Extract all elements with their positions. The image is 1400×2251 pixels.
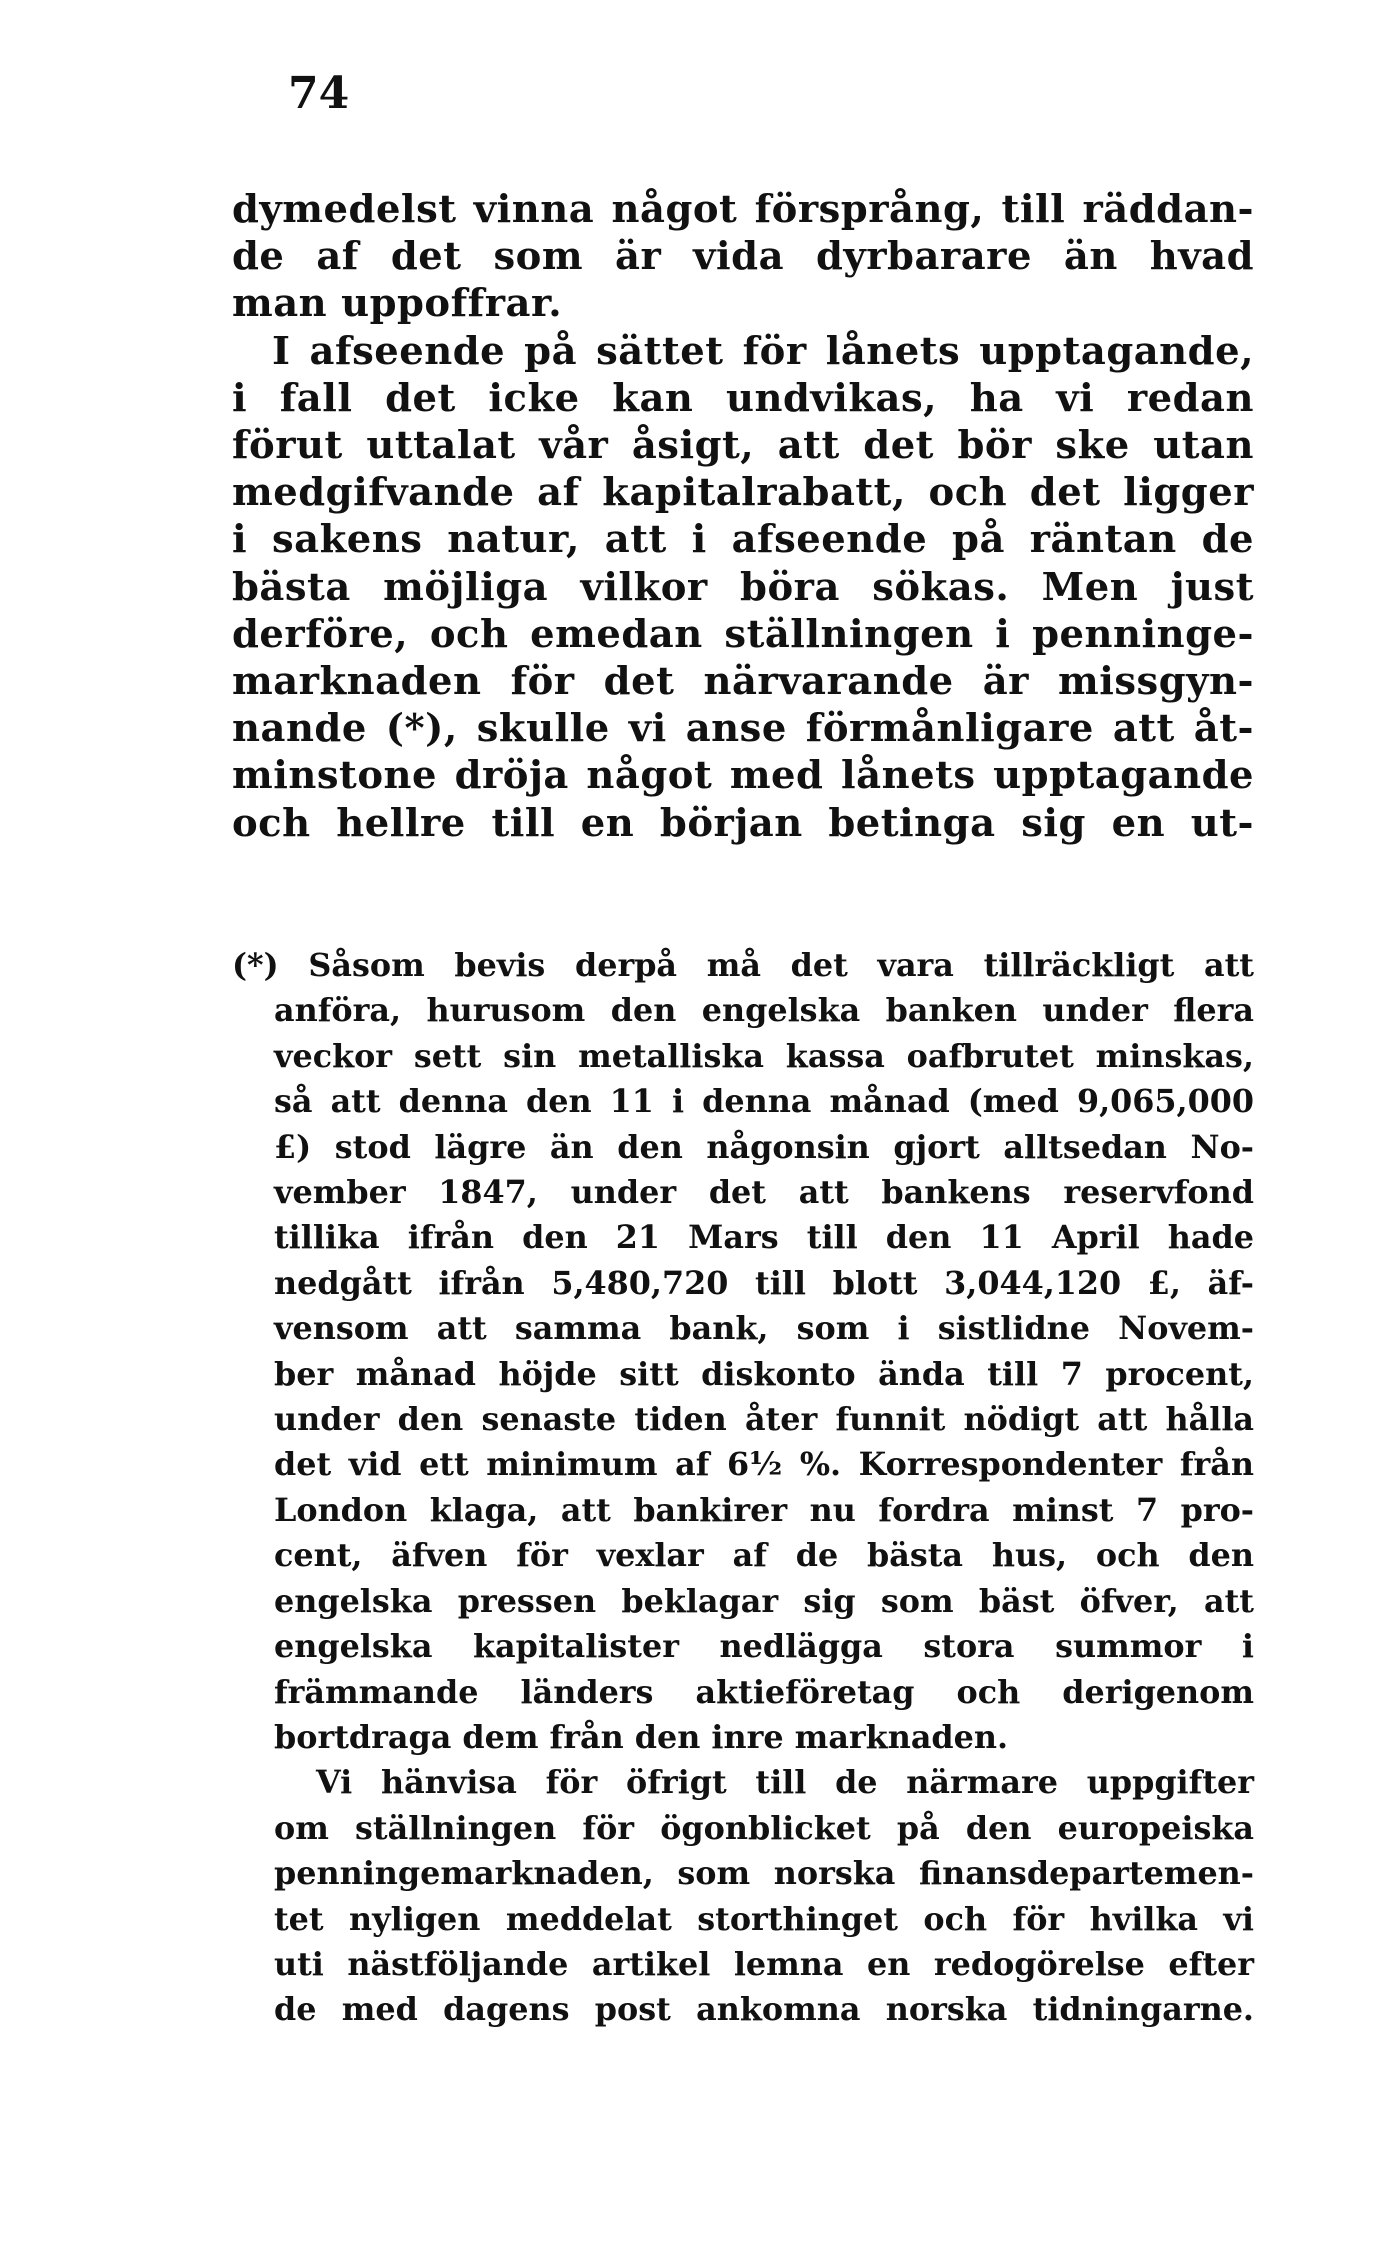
main-text-line: marknaden för det närvarande är missgyn- [232,659,1254,705]
footnote-line: om ställningen för ögonblicket på den europeiska [274,1809,1254,1847]
footnote-line: så att denna den 11 i denna månad (med 9,065,000 [274,1083,1254,1121]
footnote-line: ber månad höjde sitt diskonto ända till 7 procent, [274,1355,1254,1393]
footnote-line: Vi hänvisa för öfrigt till de närmare uppgifter [316,1764,1254,1802]
footnote-line: tillika ifrån den 21 Mars till den 11 April hade [274,1219,1254,1257]
main-text-line: I afseende på sättet för lånets upptagande, [272,328,1254,374]
footnote-line: det vid ett minimum af 6½ %. Korrespondenter från [274,1446,1254,1484]
footnote-line: de med dagens post ankomna norska tidningarne. [274,1991,1254,2029]
main-text-line: man uppoffrar. [232,281,563,327]
main-text-line: de af det som är vida dyrbarare än hvad [232,234,1254,280]
main-text-line: i fall det icke kan undvikas, ha vi redan [232,375,1254,421]
main-text-line: medgifvande af kapitalrabatt, och det ligger [232,470,1254,516]
footnote-line: uti nästföljande artikel lemna en redogörelse efter [274,1945,1254,1983]
footnote-line: London klaga, att bankirer nu fordra minst 7 pro- [274,1491,1254,1529]
main-text-line: bästa möjliga vilkor böra sökas. Men just [232,564,1254,610]
footnote-line: vember 1847, under det att bankens reservfond [274,1174,1254,1212]
footnote-line: bortdraga dem från den inre marknaden. [274,1718,1009,1756]
main-text-line: i sakens natur, att i afseende på räntan de [232,517,1254,563]
footnote-line: (*) Såsom bevis derpå må det vara tillräckligt att [232,947,1254,984]
footnote-line: engelska pressen beklagar sig som bäst öfver, att [274,1582,1254,1620]
main-text-body [232,186,1254,847]
footnote-line: nedgått ifrån 5,480,720 till blott 3,044,120 £, äf- [274,1264,1254,1302]
footnote-line: penningemarknaden, som norska finansdepartemen- [274,1855,1254,1893]
footnote-line: främmande länders aktieföretag och derigenom [274,1673,1254,1711]
main-text-line: och hellre till en början betinga sig en ut- [232,800,1254,846]
footnote-line: tet nyligen meddelat storthinget och för hvilka vi [274,1900,1254,1938]
footnote-line: under den senaste tiden åter funnit nödigt att hålla [274,1401,1254,1439]
footnote-line: cent, äfven för vexlar af de bästa hus, och den [274,1537,1254,1575]
footnote-line: anföra, hurusom den engelska banken under flera [274,992,1254,1030]
main-text-line: nande (*), skulle vi anse förmånligare att åt- [232,706,1254,752]
page-number: 74 [288,68,350,119]
footnote-line: vensom att samma bank, som i sistlidne Novem- [274,1310,1254,1348]
main-text-line: derföre, och emedan ställningen i penninge- [232,611,1254,657]
main-text-line: förut uttalat vår åsigt, att det bör ske utan [232,423,1254,469]
main-text-line: dymedelst vinna något försprång, till räddan- [232,187,1254,232]
footnote-line: engelska kapitalister nedlägga stora summor i [274,1628,1254,1666]
footnote-line: veckor sett sin metalliska kassa oafbrutet minskas, [274,1037,1254,1075]
main-text-line: minstone dröja något med lånets upptagande [232,753,1254,799]
footnote-body [232,943,1254,2033]
footnote-line: £) stod lägre än den någonsin gjort alltsedan No- [274,1128,1254,1166]
